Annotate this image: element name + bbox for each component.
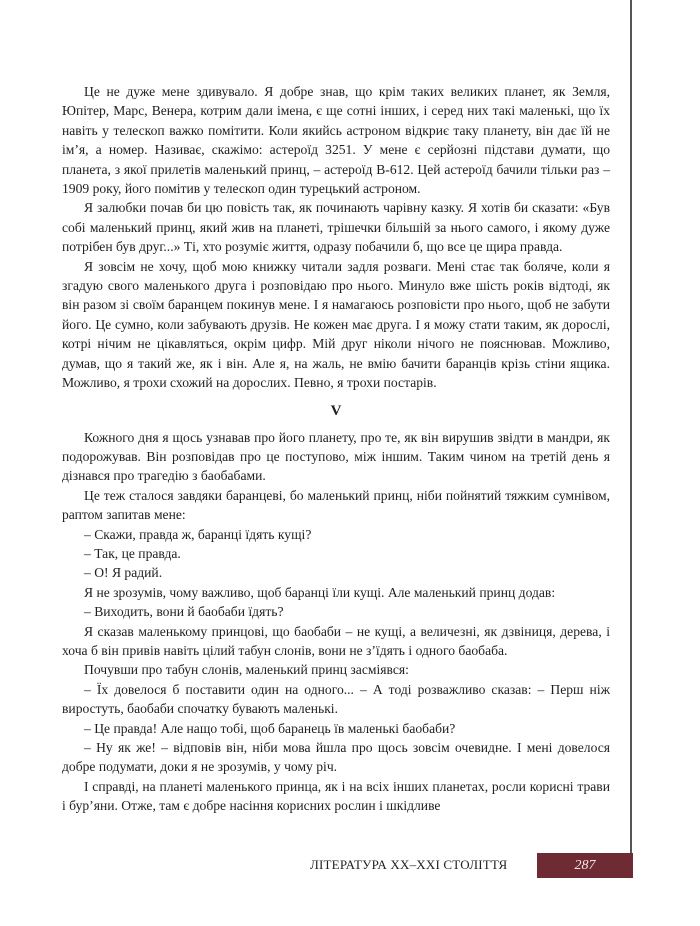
page-edge-line xyxy=(630,0,632,878)
paragraph: Я не зрозумів, чому важливо, щоб баранці їли кущі. Але маленький принц додав: xyxy=(84,584,556,600)
dialogue-line: – Їх довелося б поставити один на одного... – А тоді розважливо сказав: – Перш ніж виростуть, баобаби спочатку бувають маленькі. xyxy=(62,681,610,717)
page-footer xyxy=(310,853,633,878)
dialogue-line: – Ну як же! – відповів він, ніби мова йшла про щось зовсім очевидне. І мені довелося добре подумати, доки я не зрозумів, у чому річ. xyxy=(62,740,610,775)
dialogue-line: – О! Я радий. xyxy=(84,565,163,581)
paragraph: Я залюбки почав би цю повість так, як починають чарівну казку. Я хотів би сказати: «Був собі маленький принц, який жив на планеті, трішечки більшій за нього самого, і якому дуже потрібен був друг...» Ті, хто розуміє життя, одразу побачили б, що все це щира правда. xyxy=(62,200,610,255)
page-number: 287 xyxy=(537,853,633,878)
dialogue-line: – Скажи, правда ж, баранці їдять кущі? xyxy=(84,526,312,542)
paragraph: Почувши про табун слонів, маленький принц засміявся: xyxy=(84,662,409,678)
chapter-heading: V xyxy=(330,402,342,419)
running-title: ЛІТЕРАТУРА XX–XXI СТОЛІТТЯ xyxy=(310,857,508,872)
paragraph: Я зовсім не хочу, щоб мою книжку читали задля розваги. Мені стає так боляче, коли я згадую свого маленького друга і розповідаю про нього. Минуло вже шість років відтоді, як він разом зі своїм баранцем покинув мене. І я намагаюсь розповісти про нього, щоб не забути його. Це сумно, коли забувають друзів. Не кожен має друга. І я можу стати таким, як дорослі, котрі нічим не цікавляться, окрім цифр. Мій друг ніколи нічого не пояснював. Можливо, думав, що я такий же, як і він. Але я, на жаль, не вмію бачити баранців крізь стіни ящика. Можливо, я трохи схожий на дорослих. Певно, я трохи постарів. xyxy=(62,258,610,391)
page-body xyxy=(62,82,610,816)
dialogue-line: – Це правда! Але нащо тобі, щоб баранець їв маленькі баобаби? xyxy=(84,720,456,736)
paragraph: Це не дуже мене здивувало. Я добре знав, що крім таких великих планет, як Земля, Юпітер, Марс, Венера, котрим дали імена, є ще сотні інших, і серед них такі маленькі, що їх навіть у телескоп важко помітити. Коли якийсь астроном відкриє таку планету, він дає їй не ім’я, а номер. Називає, скажімо: астероїд 3251. У мене є серйозні підстави думати, що планета, з якої прилетів маленький принц, – астероїд В-612. Цей астероїд бачили тільки раз – 1909 року, його помітив у телескоп один турецький астроном. xyxy=(62,84,610,197)
paragraph: Кожного дня я щось узнавав про його планету, про те, як він вирушив звідти в мандри, як подорожував. Він розповідав про це поступово, між іншим. Таким чином на третій день я дізнався про трагедію з баобабами. xyxy=(62,429,610,484)
dialogue-line: – Виходить, вони й баобаби їдять? xyxy=(84,604,284,620)
dialogue-line: – Так, це правда. xyxy=(84,545,181,561)
paragraph: І справді, на планеті маленького принца, як і на всіх інших планетах, росли корисні трави і бур’яни. Отже, там є добре насіння корисних рослин і шкідливе xyxy=(62,778,610,814)
paragraph: Це теж сталося завдяки баранцеві, бо маленький принц, ніби пойнятий тяжким сумнівом, раптом запитав мене: xyxy=(62,487,610,523)
paragraph: Я сказав маленькому принцові, що баобаби – не кущі, а величезні, як дзвіниця, дерева, і хоча б він привів навіть цілий табун слонів, вони не з’їдять і одного баобаба. xyxy=(62,623,610,658)
